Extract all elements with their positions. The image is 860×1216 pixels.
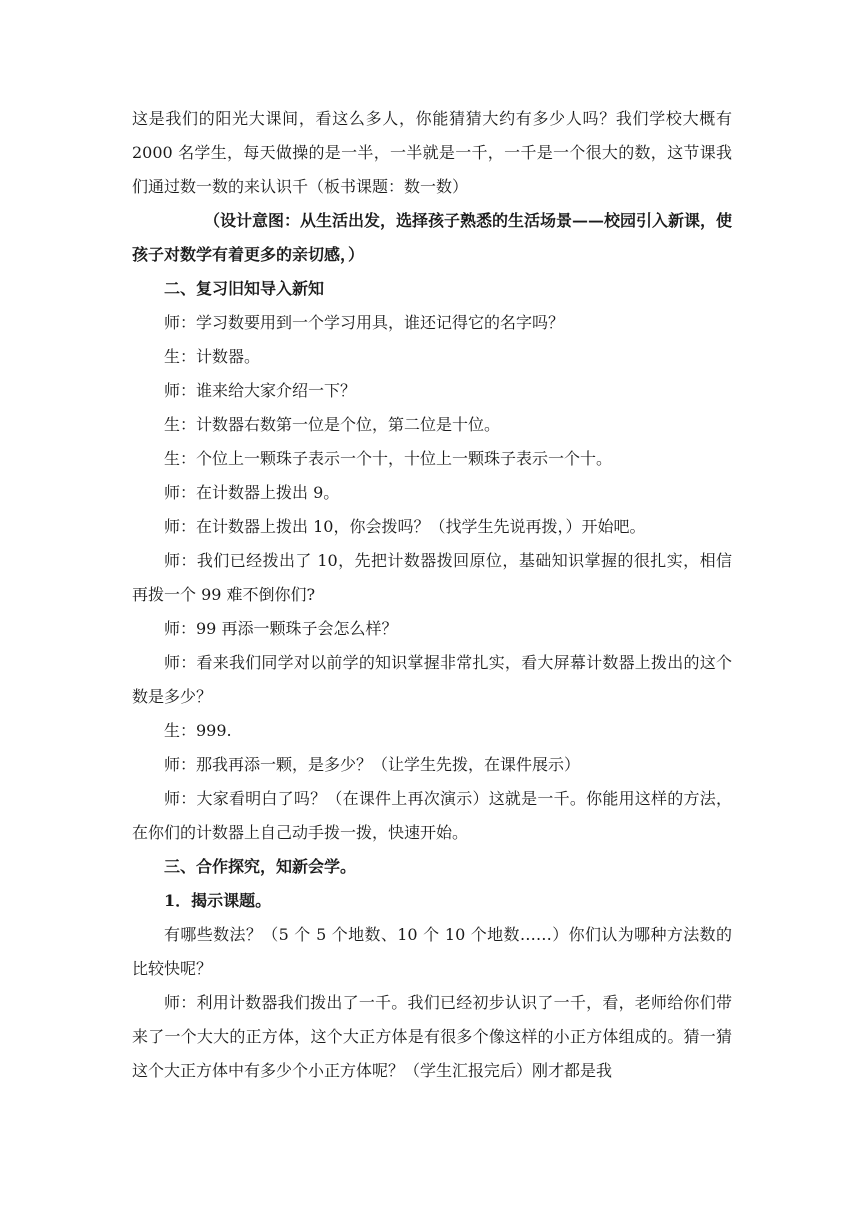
dialogue-line: 生：计数器。 [164, 347, 261, 366]
section-heading-explore: 三、合作探究，知新会学。 [164, 857, 357, 876]
dialogue-line: 师：学习数要用到一个学习用具，谁还记得它的名字吗？ [164, 313, 565, 332]
dialogue-line: 师：那我再添一颗，是多少？（让学生先拨，在课件展示） [164, 755, 581, 774]
section-heading-review: 二、复习旧知导入新知 [164, 279, 325, 298]
dialogue-line: 师：谁来给大家介绍一下？ [164, 381, 357, 400]
dialogue-line: 师：99 再添一颗珠子会怎么样？ [164, 619, 398, 638]
dialogue-line: 师：在计数器上拨出 10，你会拨吗？（找学生先说再拨，）开始吧。 [164, 517, 646, 536]
dialogue-line: 师：我们已经拨出了 10，先把计数器拨回原位，基础知识掌握的很扎实，相信再拨一个 99 难不倒你们? [132, 551, 732, 604]
dialogue-line: 师：大家看明白了吗？（在课件上再次演示）这就是一千。你能用这样的方法，在你们的计数器上自己动手拨一拨，快速开始。 [132, 789, 732, 842]
design-intent-note: （设计意图：从生活出发，选择孩子熟悉的生活场景——校园引入新课，使孩子对数学有着更多的亲切感，） [132, 211, 733, 264]
document-body [132, 102, 732, 1088]
dialogue-line: 师：在计数器上拨出 9。 [164, 483, 340, 502]
dialogue-line: 师：看来我们同学对以前学的知识掌握非常扎实，看大屏幕计数器上拨出的这个数是多少？ [132, 653, 732, 706]
dialogue-line: 生：计数器右数第一位是个位，第二位是十位。 [164, 415, 501, 434]
dialogue-line: 生：个位上一颗珠子表示一个十，十位上一颗珠子表示一个十。 [164, 449, 613, 468]
body-paragraph: 师：利用计数器我们拨出了一千。我们已经初步认识了一千，看，老师给你们带来了一个大大的正方体，这个大正方体是有很多个像这样的小正方体组成的。猜一猜这个大正方体中有多少个小正方体呢？（学生汇报完后）刚才都是我 [132, 993, 732, 1080]
subsection-heading-topic: 1．揭示课题。 [164, 891, 272, 910]
dialogue-line: 生：999. [164, 721, 232, 740]
body-paragraph: 有哪些数法？（5 个 5 个地数、10 个 10 个地数……）你们认为哪种方法数的比较快呢？ [132, 925, 732, 978]
intro-paragraph: 这是我们的阳光大课间，看这么多人，你能猜猜大约有多少人吗？我们学校大概有 2000 名学生，每天做操的是一半，一半就是一千，一千是一个很大的数，这节课我们通过数一数的来认识千（板书课题：数一数） [132, 109, 732, 196]
